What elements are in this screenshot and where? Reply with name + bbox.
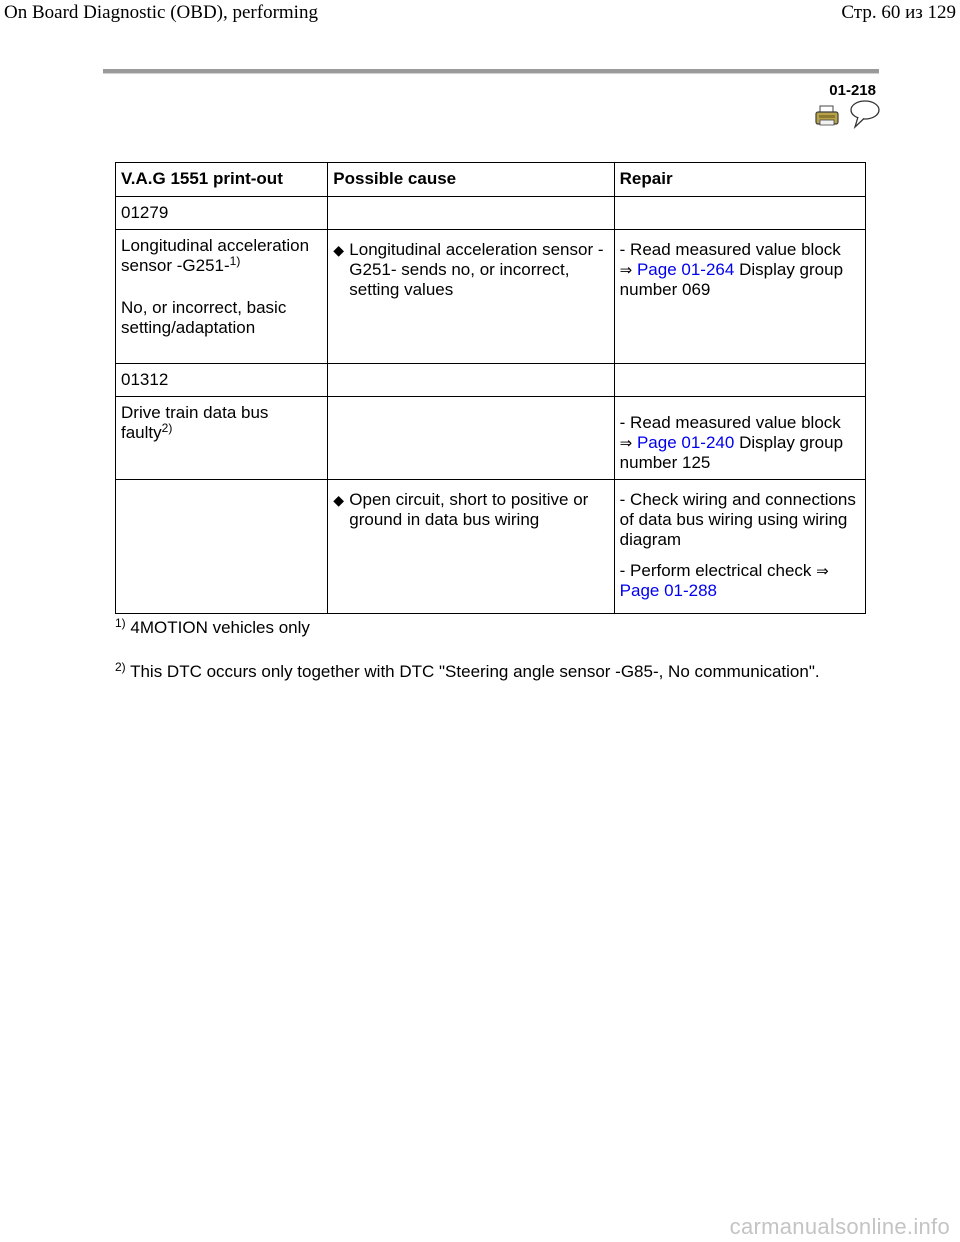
table-row: [116, 230, 866, 364]
footnote-mark: 1): [115, 616, 126, 630]
table-row: [116, 480, 866, 614]
empty-cell: [328, 364, 614, 397]
repair-text: Display group number 069: [619, 260, 844, 299]
footnote-text: 4MOTION vehicles only: [130, 618, 310, 637]
footnote: [115, 662, 820, 682]
printout-text: Longitudinal acceleration sensor -G251-: [121, 236, 310, 275]
arrow-right-icon: ⇒: [619, 434, 633, 452]
repair-text: - Perform electrical check: [619, 561, 812, 580]
footnote-ref: 2): [161, 421, 173, 435]
empty-cell: [328, 397, 614, 480]
table-row: [116, 364, 866, 397]
repair-cell: [614, 397, 865, 480]
printout-cell: [116, 397, 328, 480]
printer-icon[interactable]: [816, 106, 838, 125]
column-header: V.A.G 1551 print-out: [116, 163, 328, 197]
repair-text: Display group number 125: [619, 433, 844, 472]
watermark: carmanualsonline.info: [729, 1214, 950, 1239]
document-title: On Board Diagnostic (OBD), performing: [4, 2, 318, 23]
cause-cell: [328, 480, 614, 614]
cause-text: Open circuit, short to positive or ground in data bus wiring: [349, 490, 589, 529]
column-header: Possible cause: [328, 163, 614, 197]
cause-cell: [328, 230, 614, 364]
page-indicator: Стр. 60 из 129: [841, 2, 956, 23]
cause-text: Longitudinal acceleration sensor -G251- sends no, or incorrect, setting values: [349, 240, 604, 299]
table-row: [116, 397, 866, 480]
page-link[interactable]: Page 01-288: [619, 581, 718, 600]
empty-cell: [116, 480, 328, 614]
page-link[interactable]: Page 01-240: [636, 433, 735, 452]
repair-cell: [614, 480, 865, 614]
arrow-right-icon: ⇒: [619, 261, 633, 279]
printout-cell: [116, 230, 328, 364]
footnote-text: This DTC occurs only together with DTC "Steering angle sensor -G85-, No communication".: [130, 662, 820, 681]
page-link[interactable]: Page 01-264: [636, 260, 735, 279]
header-divider: [103, 69, 879, 74]
empty-cell: [328, 197, 614, 230]
page-number: 01-218: [829, 82, 876, 99]
footnote-ref: 1): [229, 254, 241, 268]
repair-text: - Read measured value block: [619, 413, 841, 432]
footnote: [115, 618, 310, 638]
printout-text: Drive train data bus faulty: [121, 403, 269, 442]
empty-cell: [614, 364, 865, 397]
dtc-table: [115, 162, 866, 614]
arrow-right-icon: ⇒: [816, 562, 829, 580]
table-header-row: [116, 163, 866, 197]
bullet-item: [333, 490, 608, 530]
footnote-mark: 2): [115, 660, 126, 674]
empty-cell: [614, 197, 865, 230]
column-header: Repair: [614, 163, 865, 197]
dtc-code-cell: 01279: [116, 197, 328, 230]
diamond-bullet-icon: ◆: [333, 242, 345, 258]
dtc-code-cell: 01312: [116, 364, 328, 397]
repair-text: - Check wiring and connections of data bus wiring using wiring diagram: [619, 490, 856, 549]
page-tools: [814, 100, 884, 130]
bullet-item: [333, 240, 608, 300]
printout-text: No, or incorrect, basic setting/adaptation: [121, 298, 287, 337]
diamond-bullet-icon: ◆: [333, 492, 345, 508]
repair-cell: [614, 230, 865, 364]
table-row: [116, 197, 866, 230]
speech-bubble-icon[interactable]: [851, 101, 879, 127]
repair-text: - Read measured value block: [619, 240, 841, 259]
